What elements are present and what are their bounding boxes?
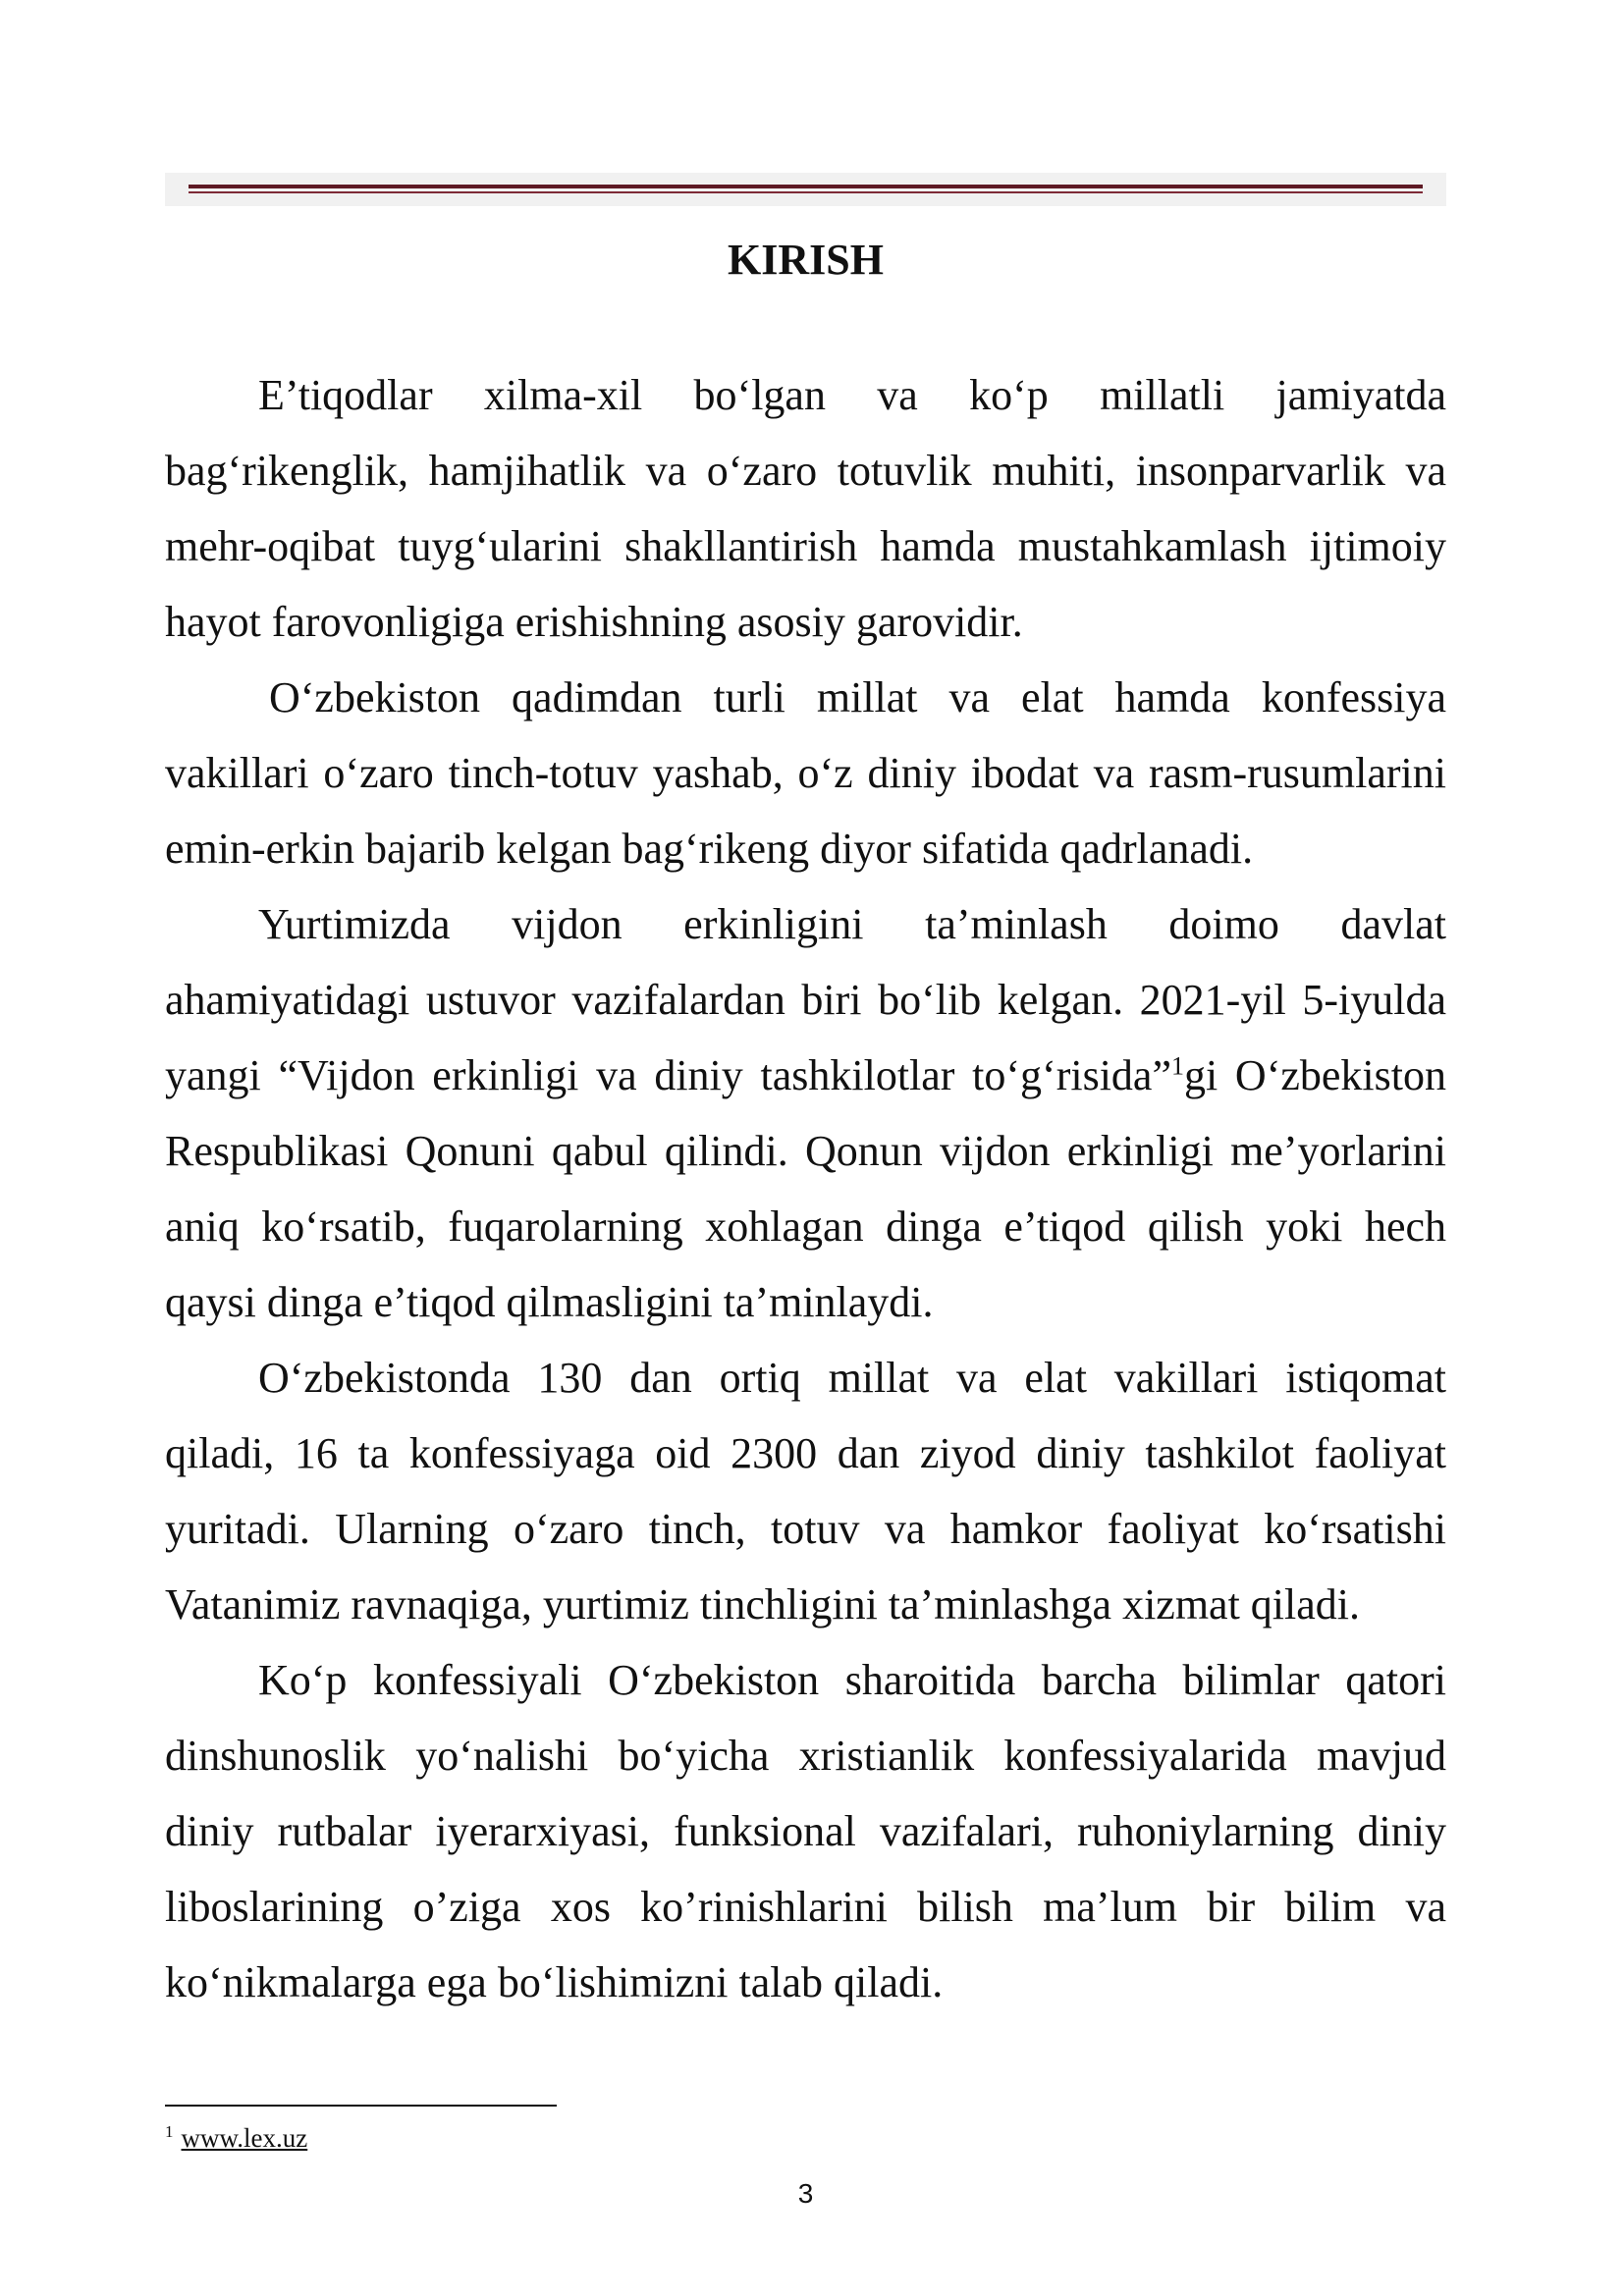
header-rule-line-thin: [189, 191, 1423, 193]
paragraph-line: diniy rutbalar iyerarxiyasi, funksional vazifalari, ruhoniylarning diniy: [165, 1807, 1446, 1855]
paragraph: [165, 357, 1446, 660]
paragraph-line: dinshunoslik yo‘nalishi bo‘yicha xristianlik konfessiyalarida mavjud: [165, 1732, 1446, 1780]
paragraph-line: [165, 1038, 1446, 1113]
paragraph-line: liboslarining o’ziga xos ko’rinishlarini bilish ma’lum bir bilim va: [165, 1883, 1446, 1931]
footnote-reference: 1: [1170, 1051, 1184, 1081]
paragraph-line: aniq ko‘rsatib, fuqarolarning xohlagan dinga e’tiqod qilish yoki hech: [165, 1202, 1446, 1251]
footnote: [165, 2118, 307, 2158]
line-text: gi O‘zbekiston: [1183, 1051, 1446, 1099]
header-rule-line-thick: [189, 185, 1423, 188]
paragraph-line: emin-erkin bajarib kelgan bag‘rikeng diyor sifatida qadrlanadi.: [165, 825, 1254, 873]
paragraph-line: hayot farovonligiga erishishning asosiy garovidir.: [165, 598, 1023, 646]
paragraph-line: qiladi, 16 ta konfessiyaga oid 2300 dan ziyod diniy tashkilot faoliyat: [165, 1429, 1446, 1477]
paragraph: [165, 886, 1446, 1340]
paragraph-line: vakillari o‘zaro tinch-totuv yashab, o‘z diniy ibodat va rasm-rusumlarini: [165, 749, 1446, 797]
paragraph-line: Respublikasi Qonuni qabul qilindi. Qonun vijdon erkinligi me’yorlarini: [165, 1127, 1446, 1175]
paragraph-line: ahamiyatidagi ustuvor vazifalardan biri bo‘lib kelgan. 2021-yil 5-iyulda: [165, 976, 1446, 1024]
body-text: [165, 357, 1446, 2020]
paragraph-line: yuritadi. Ularning o‘zaro tinch, totuv va hamkor faoliyat ko‘rsatishi: [165, 1505, 1446, 1553]
section-title: KIRISH: [728, 236, 884, 284]
paragraph-line: O‘zbekiston qadimdan turli millat va elat hamda konfessiya: [269, 673, 1446, 721]
paragraph-line: Ko‘p konfessiyali O‘zbekiston sharoitida barcha bilimlar qatori: [258, 1656, 1446, 1704]
paragraph: [165, 660, 1446, 886]
line-text: yangi “Vijdon erkinligi va diniy tashkilotlar to‘g‘risida”: [165, 1051, 1171, 1099]
paragraph-line: Vatanimiz ravnaqiga, yurtimiz tinchligini ta’minlashga xizmat qiladi.: [165, 1580, 1361, 1629]
paragraph: [165, 1340, 1446, 1642]
paragraph-line: E’tiqodlar xilma-xil bo‘lgan va ko‘p millatli jamiyatda: [258, 371, 1446, 419]
footnote-marker: 1: [165, 2122, 174, 2141]
header-rule-band: [165, 173, 1446, 206]
paragraph: [165, 1642, 1446, 2020]
paragraph-line: mehr-oqibat tuyg‘ularini shakllantirish hamda mustahkamlash ijtimoiy: [165, 522, 1446, 570]
paragraph-line: Yurtimizda vijdon erkinligini ta’minlash doimo davlat: [258, 900, 1446, 948]
footnote-separator: [165, 2105, 557, 2107]
paragraph-line: O‘zbekistonda 130 dan ortiq millat va elat vakillari istiqomat: [258, 1354, 1446, 1402]
paragraph-line: ko‘nikmalarga ega bo‘lishimizni talab qiladi.: [165, 1958, 944, 2006]
paragraph-line: bag‘rikenglik, hamjihatlik va o‘zaro totuvlik muhiti, insonparvarlik va: [165, 447, 1446, 495]
footnote-link[interactable]: www.lex.uz: [181, 2123, 308, 2153]
paragraph-line: qaysi dinga e’tiqod qilmasligini ta’minlaydi.: [165, 1278, 934, 1326]
page-number: 3: [797, 2178, 814, 2209]
